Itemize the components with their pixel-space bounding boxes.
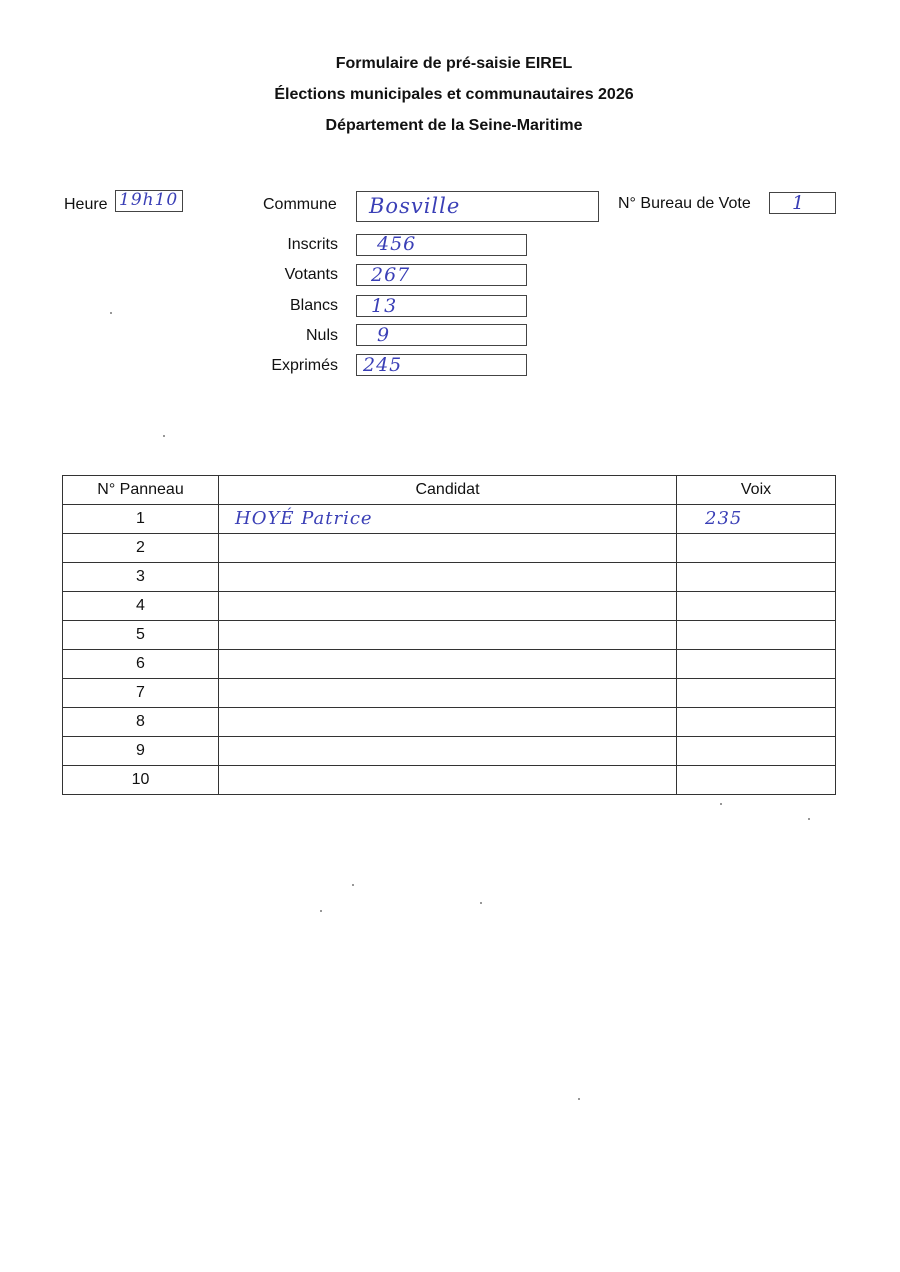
voix-cell[interactable] — [677, 592, 836, 621]
voix-cell[interactable] — [677, 766, 836, 795]
candidat-cell[interactable] — [219, 592, 677, 621]
heure-field[interactable] — [115, 190, 183, 212]
panneau-cell: 2 — [63, 534, 219, 563]
results-table — [62, 475, 836, 795]
candidat-cell[interactable] — [219, 650, 677, 679]
inscrits-label: Inscrits — [287, 236, 338, 253]
voix-cell[interactable] — [677, 505, 836, 534]
scan-speck — [578, 1098, 580, 1100]
heure-label: Heure — [64, 196, 108, 213]
candidat-cell[interactable] — [219, 621, 677, 650]
table-row — [63, 766, 836, 795]
voix-cell[interactable] — [677, 737, 836, 766]
panneau-cell: 3 — [63, 563, 219, 592]
votants-label: Votants — [284, 266, 338, 283]
candidat-cell[interactable] — [219, 505, 677, 534]
exprimes-field[interactable] — [356, 354, 527, 376]
voix-cell[interactable] — [677, 679, 836, 708]
table-header-row — [63, 476, 836, 505]
voix-value: 235 — [705, 508, 743, 529]
votants-field[interactable] — [356, 264, 527, 286]
voix-cell[interactable] — [677, 563, 836, 592]
exprimes-label: Exprimés — [271, 357, 338, 374]
election-title: Élections municipales et communautaires 2026 — [274, 86, 634, 103]
panneau-cell: 8 — [63, 708, 219, 737]
bureau-value: 1 — [792, 192, 806, 214]
panneau-cell: 5 — [63, 621, 219, 650]
scan-speck — [352, 884, 354, 886]
header-candidat: Candidat — [219, 476, 677, 505]
candidat-cell[interactable] — [219, 708, 677, 737]
panneau-cell: 10 — [63, 766, 219, 795]
panneau-cell: 4 — [63, 592, 219, 621]
panneau-cell: 6 — [63, 650, 219, 679]
table-row — [63, 563, 836, 592]
voix-cell[interactable] — [677, 621, 836, 650]
voix-cell[interactable] — [677, 650, 836, 679]
header-panneau: N° Panneau — [63, 476, 219, 505]
votants-value: 267 — [371, 264, 411, 286]
commune-value: Bosville — [369, 194, 461, 218]
panneau-cell: 7 — [63, 679, 219, 708]
scan-speck — [480, 902, 482, 904]
header-voix: Voix — [677, 476, 836, 505]
exprimes-value: 245 — [363, 354, 403, 376]
form-title: Formulaire de pré-saisie EIREL — [335, 55, 573, 72]
form-header — [0, 52, 900, 145]
heure-value: 19h10 — [119, 190, 179, 210]
nuls-label: Nuls — [305, 327, 338, 344]
bureau-field[interactable] — [769, 192, 836, 214]
commune-label: Commune — [263, 196, 337, 213]
candidat-cell[interactable] — [219, 679, 677, 708]
voix-cell[interactable] — [677, 708, 836, 737]
candidat-cell[interactable] — [219, 563, 677, 592]
table-row — [63, 708, 836, 737]
nuls-value: 9 — [377, 324, 391, 346]
nuls-field[interactable] — [356, 324, 527, 346]
table-row — [63, 592, 836, 621]
table-row — [63, 679, 836, 708]
table-row — [63, 505, 836, 534]
department-title: Département de la Seine-Maritime — [325, 117, 583, 134]
candidat-cell[interactable] — [219, 534, 677, 563]
voix-cell[interactable] — [677, 534, 836, 563]
candidat-value: HOYÉ Patrice — [235, 508, 373, 529]
scan-speck — [163, 435, 165, 437]
inscrits-value: 456 — [377, 233, 417, 255]
bureau-label: N° Bureau de Vote — [618, 195, 751, 212]
scan-speck — [320, 910, 322, 912]
candidat-cell[interactable] — [219, 737, 677, 766]
scan-speck — [110, 312, 112, 314]
blancs-label: Blancs — [289, 297, 338, 314]
blancs-field[interactable] — [356, 295, 527, 317]
table-row — [63, 534, 836, 563]
table-row — [63, 621, 836, 650]
table-row — [63, 737, 836, 766]
table-row — [63, 650, 836, 679]
scan-speck — [720, 803, 722, 805]
scan-speck — [808, 818, 810, 820]
inscrits-field[interactable] — [356, 234, 527, 256]
panneau-cell: 9 — [63, 737, 219, 766]
candidat-cell[interactable] — [219, 766, 677, 795]
commune-field[interactable] — [356, 191, 599, 222]
blancs-value: 13 — [371, 295, 398, 317]
panneau-cell: 1 — [63, 505, 219, 534]
